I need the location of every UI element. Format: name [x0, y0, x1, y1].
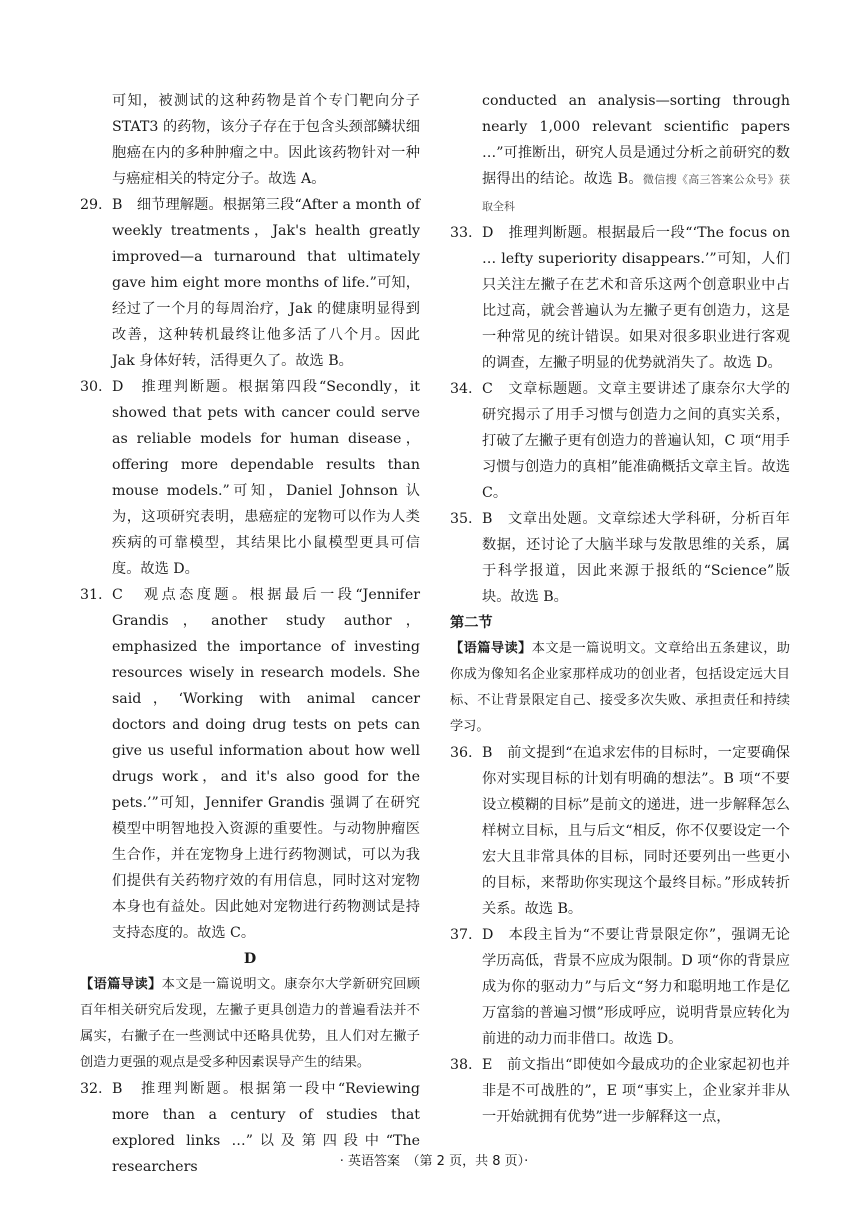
- answer-32-continuation: [450, 88, 790, 220]
- answer-35: [450, 506, 790, 610]
- q28-continuation: 可知，被测试的这种药物是首个专门靶向分子STAT3 的药物，该分子存在于包含头颈部鳞状细胞癌在内的多种肿瘤之中。因此该药物针对一种与癌症相关的特定分子。故选 A。: [112, 93, 420, 187]
- answer-number: 29.: [80, 197, 103, 213]
- answer-text: D 推理判断题。根据第四段“Secondly，it showed that pets with cancer could serve as reliable models for human disease，offering more dependable results than mouse models.”可知，Daniel Johnson 认为，这项研究表明，患癌症的宠物可以作为人类疾病的可靠模型，其结果比小鼠模型更具可信度。故选 D。: [112, 379, 420, 577]
- answer-38: [450, 1052, 790, 1130]
- answer-29: [80, 192, 420, 374]
- answer-30: [80, 374, 420, 582]
- section-2-heading: 第二节: [450, 615, 493, 631]
- answer-31: [80, 582, 420, 946]
- answer-text: B 细节理解题。根据第三段“After a month of weekly treatments，Jak's health greatly improved—a turnaround that ultimately gave him eight more months of life.”可知，经过了一个月的每周治疗，Jak 的健康明显得到改善，这种转机最终让他多活了八个月。因此 Jak 身体好转，活得更久了。故选 B。: [112, 197, 420, 369]
- answer-text: E 前文指出“即使如今最成功的企业家起初也并非是不可战胜的”，E 项“事实上，企业家并非从一开始就拥有优势”进一步解释这一点，: [482, 1057, 790, 1125]
- guide-text: 本文是一篇说明文。文章给出五条建议，助你成为像知名企业家那样成功的创业者，包括设定远大目标、不让背景限定自己、接受多次失败、承担责任和持续学习。: [450, 641, 790, 734]
- watermark-text: 微信搜《高三答案公众号》获取全科: [482, 173, 790, 213]
- guide-text: 本文是一篇说明文。康奈尔大学新研究回顾百年相关研究后发现，左撇子更具创造力的普遍看法并不属实，右撇子在一些测试中还略具优势，且人们对左撇子创造力更强的观点是受多种因素误导产生的结果。: [80, 977, 420, 1070]
- answer-number: 34.: [450, 381, 473, 397]
- answer-33: [450, 220, 790, 376]
- answer-number: 38.: [450, 1057, 473, 1073]
- guide-tag: 【语篇导读】: [450, 641, 532, 656]
- answer-text: D 本段主旨为“不要让背景限定你”，强调无论学历高低，背景不应成为限制。D 项“你的背景应成为你的驱动力”与后文“努力和聪明地工作是亿万富翁的普遍习惯”形成呼应，说明背景应转化为前进的动力而非借口。故选 D。: [482, 927, 790, 1047]
- guide-tag: 【语篇导读】: [80, 977, 162, 992]
- answer-number: 31.: [80, 587, 103, 603]
- answer-37: [450, 922, 790, 1052]
- answer-text: B 文章出处题。文章综述大学科研，分析百年数据，还讨论了大脑半球与发散思维的关系，属于科学报道，因此来源于报纸的“Science”版块。故选 B。: [482, 511, 790, 605]
- answer-text: B 前文提到“在追求宏伟的目标时，一定要确保你对实现目标的计划有明确的想法”。B 项“不要设立模糊的目标”是前文的递进，进一步解释怎么样树立目标，且与后文“相反，你不仅要设定一个宏大且非常具体的目标，同时还要列出一些更小的目标，来帮助你实现这个最终目标。”形成转折关系。故选 B。: [482, 745, 790, 917]
- reading-guide-d: [80, 972, 420, 1076]
- page-footer: · 英语答案 （第 2 页，共 8 页）·: [339, 1154, 529, 1169]
- answer-text: C 文章标题题。文章主要讲述了康奈尔大学的研究揭示了用手习惯与创造力之间的真实关系，打破了左撇子更有创造力的普遍认知，C 项“用手习惯与创造力的真相”能准确概括文章主旨。故选 C。: [482, 381, 790, 501]
- answer-number: 37.: [450, 927, 473, 943]
- answer-text: conducted an analysis—sorting through nearly 1,000 relevant scientific papers …”可推断出，研究人员是通过分析之前研究的数据得出的结论。故选 B。: [482, 93, 790, 187]
- answer-text: C 观点态度题。根据最后一段“Jennifer Grandis，another study author，emphasized the importance of investing resources wisely in research models. She said，‘Working with animal cancer doctors and doing drug tests on pets can give us useful information about how well drugs work，and it's also good for the pets.’”可知，Jennifer Grandis 强调了在研究模型中明智地投入资源的重要性。与动物肿瘤医生合作，并在宠物身上进行药物测试，可以为我们提供有关药物疗效的有用信息，同时这对宠物本身也有益处。因此她对宠物进行药物测试是持支持态度的。故选 C。: [112, 587, 420, 941]
- answer-number: 33.: [450, 225, 473, 241]
- answer-number: 30.: [80, 379, 103, 395]
- answer-number: 35.: [450, 511, 473, 527]
- section-d-heading: D: [243, 951, 257, 967]
- answer-number: 32.: [80, 1081, 103, 1097]
- answer-text: D 推理判断题。根据最后一段“‘The focus on … lefty superiority disappears.’”可知，人们只关注左撇子在艺术和音乐这两个创意职业中占比过高，就会普遍认为左撇子更有创造力，这是一种常见的统计错误。如果对很多职业进行客观的调查，左撇子明显的优势就消失了。故选 D。: [482, 225, 790, 371]
- reading-guide-2: [450, 636, 790, 740]
- answer-text: B 推理判断题。根据第一段中“Reviewing more than a century of studies that explored links …”以及第四段中“The researchers: [112, 1081, 420, 1175]
- answer-34: [450, 376, 790, 506]
- answer-36: [450, 740, 790, 922]
- left-column: [80, 88, 420, 1180]
- answer-number: 36.: [450, 745, 473, 761]
- right-column: [450, 88, 790, 1130]
